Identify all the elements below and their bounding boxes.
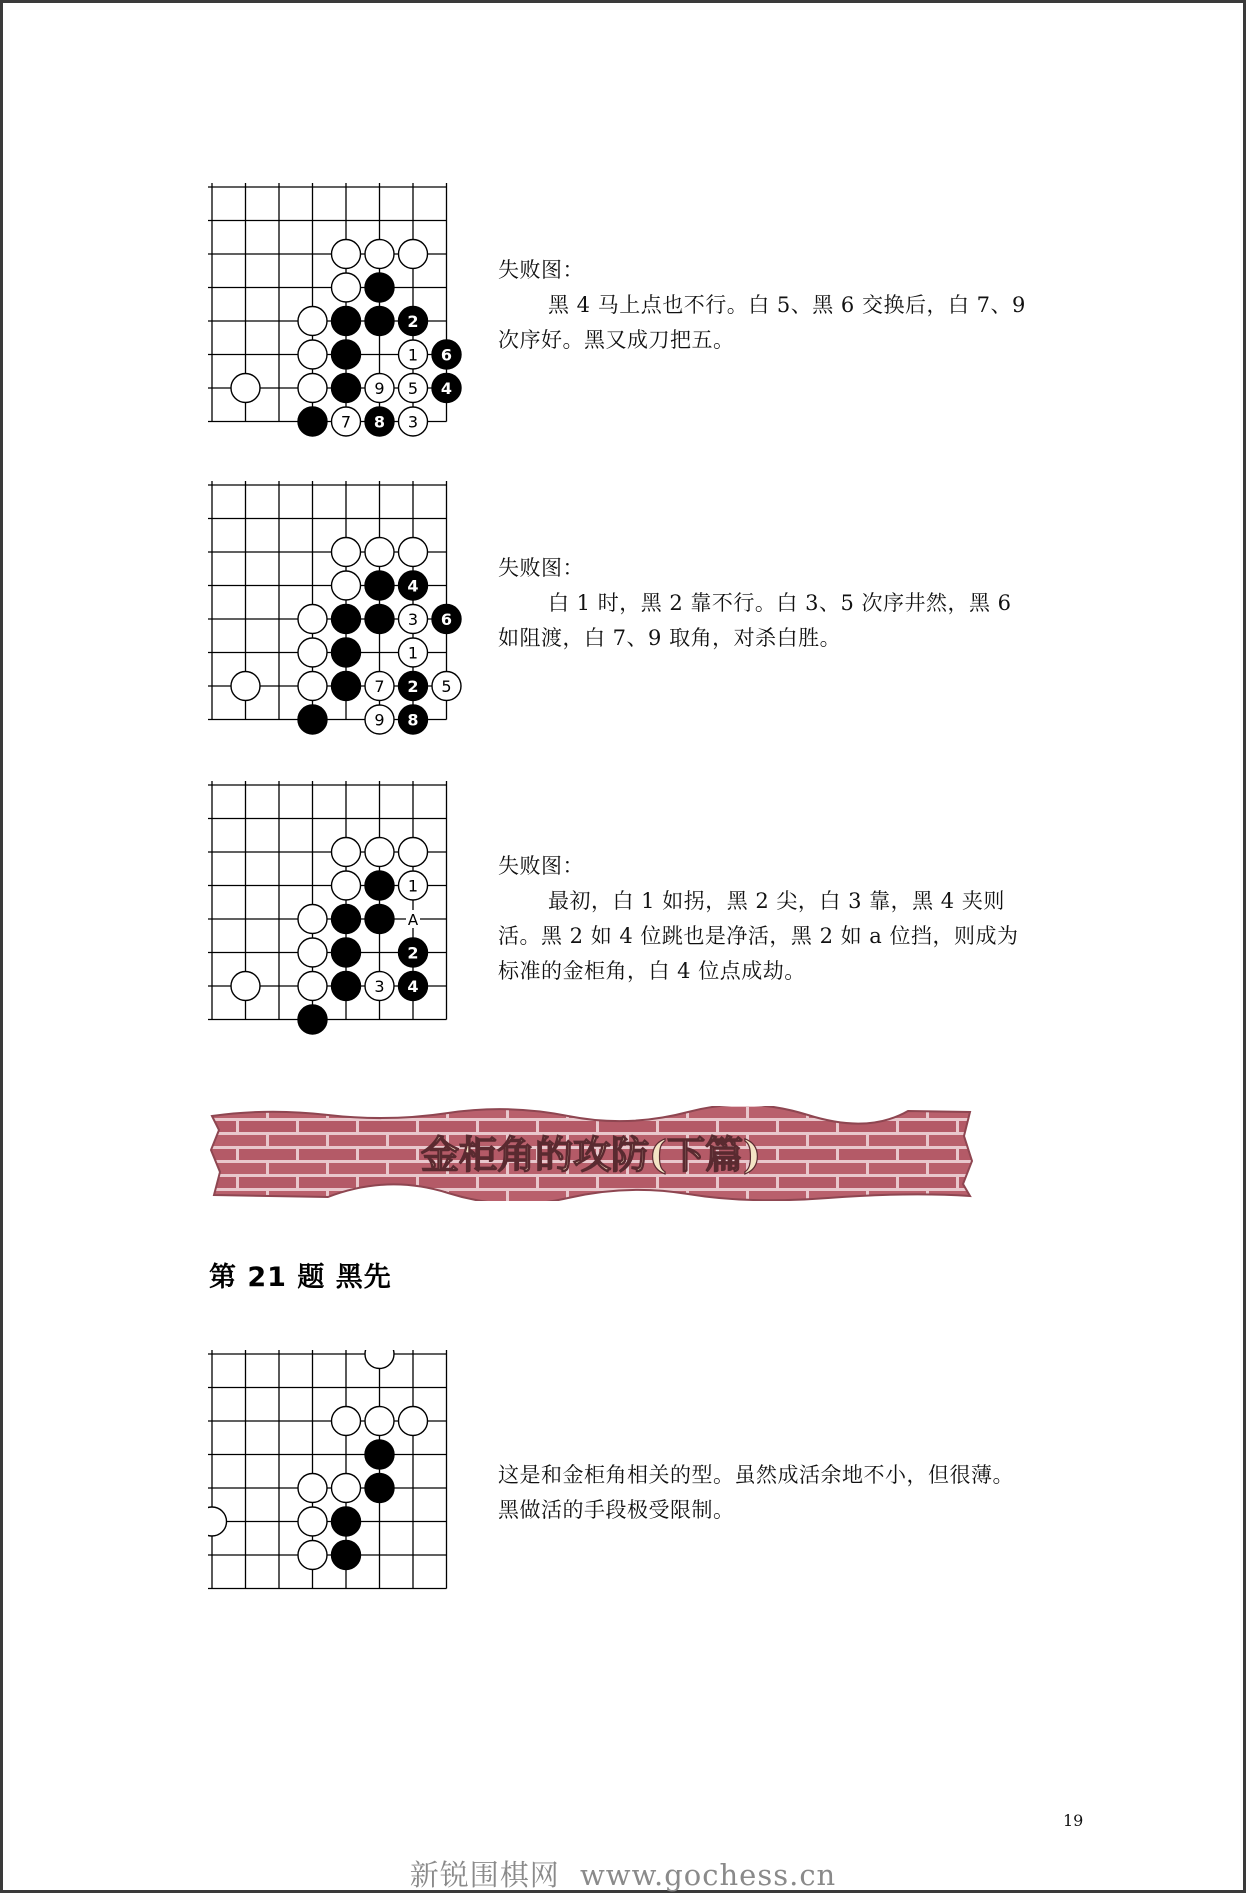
white-stone <box>332 240 361 269</box>
black-stone <box>365 1474 394 1503</box>
white-stone <box>298 638 327 667</box>
white-stone <box>298 340 327 369</box>
go-diagram-problem-21 <box>208 1350 480 1622</box>
move-number: 2 <box>407 943 419 963</box>
caption-body: 白 1 时，黑 2 靠不行。白 3、5 次序井然，黑 6 如阻渡，白 7、9 取角，对杀白胜。 <box>498 591 1012 650</box>
black-stone <box>298 1005 327 1034</box>
white-stone <box>298 1541 327 1570</box>
move-number: 9 <box>374 710 385 730</box>
white-stone <box>399 240 428 269</box>
white-stone <box>332 273 361 302</box>
move-number: 5 <box>407 379 419 398</box>
white-stone <box>298 1474 327 1503</box>
black-stone <box>365 273 394 302</box>
white-stone <box>332 1407 361 1436</box>
move-number: 9 <box>374 379 385 398</box>
caption-title: 失败图： <box>498 258 584 282</box>
black-stone <box>332 605 361 634</box>
white-stone <box>298 905 327 934</box>
black-stone <box>298 407 327 436</box>
white-stone <box>298 1507 327 1536</box>
section-banner <box>208 1106 975 1201</box>
black-stone <box>365 1440 394 1469</box>
white-stone <box>365 838 394 867</box>
white-stone <box>298 374 327 403</box>
banner-title: 金柜角的攻防(下篇) <box>421 1132 761 1177</box>
move-number: 4 <box>407 977 419 996</box>
black-stone <box>332 1507 361 1536</box>
white-stone <box>298 672 327 701</box>
white-stone <box>332 538 361 567</box>
page-number: 19 <box>1063 1811 1084 1830</box>
point-label: A <box>407 911 419 929</box>
diagram-3-caption <box>498 849 1033 989</box>
white-stone <box>231 972 260 1001</box>
move-number: 3 <box>374 977 385 996</box>
move-number: 6 <box>440 610 453 629</box>
white-stone <box>231 672 260 701</box>
move-number: 8 <box>373 412 386 432</box>
black-stone <box>365 871 394 900</box>
white-stone <box>399 1407 428 1436</box>
move-number: 8 <box>407 710 419 730</box>
caption-title: 失败图： <box>498 556 584 580</box>
white-stone <box>231 374 260 403</box>
move-number: 7 <box>374 677 385 696</box>
go-diagram-1 <box>208 183 480 455</box>
black-stone <box>332 938 361 967</box>
black-stone <box>332 638 361 667</box>
black-stone <box>332 972 361 1001</box>
move-number: 3 <box>407 610 419 629</box>
white-stone <box>365 240 394 269</box>
white-stone <box>208 1507 227 1536</box>
white-stone <box>365 1407 394 1436</box>
white-stone <box>298 605 327 634</box>
black-stone <box>365 605 394 634</box>
white-stone <box>298 307 327 336</box>
problem-heading: 第 21 题 黑先 <box>209 1262 392 1293</box>
move-number: 7 <box>340 412 352 432</box>
go-diagram-3 <box>208 781 480 1053</box>
move-number: 6 <box>440 345 453 365</box>
move-number: 4 <box>407 576 419 596</box>
move-number: 2 <box>407 677 419 696</box>
move-number: 4 <box>440 379 453 398</box>
white-stone <box>298 938 327 967</box>
black-stone <box>365 905 394 934</box>
black-stone <box>332 340 361 369</box>
white-stone <box>332 838 361 867</box>
move-number: 1 <box>407 643 419 663</box>
black-stone <box>365 307 394 336</box>
black-stone <box>332 1541 361 1570</box>
move-number: 1 <box>407 345 419 365</box>
go-diagram-2 <box>208 481 480 753</box>
white-stone <box>298 972 327 1001</box>
move-number: 5 <box>441 677 452 696</box>
white-stone <box>332 1474 361 1503</box>
white-stone <box>399 838 428 867</box>
footer-watermark <box>3 1853 1243 1894</box>
white-stone <box>332 871 361 900</box>
black-stone <box>332 905 361 934</box>
black-stone <box>332 307 361 336</box>
black-stone <box>365 571 394 600</box>
footer-site-name: 新锐围棋网 <box>409 1858 560 1892</box>
caption-body: 黑 4 马上点也不行。白 5、黑 6 交换后，白 7、9 次序好。黑又成刀把五。 <box>498 293 1026 352</box>
white-stone <box>365 1350 394 1369</box>
problem-21-caption <box>498 1458 1033 1528</box>
move-number: 1 <box>407 876 419 896</box>
move-number: 2 <box>407 312 419 331</box>
black-stone <box>332 672 361 701</box>
caption-body: 最初，白 1 如拐，黑 2 尖，白 3 靠，黑 4 夹则活。黑 2 如 4 位跳也是净活，黑 2 如 a 位挡，则成为标准的金柜角，白 4 位点成劫。 <box>498 889 1019 983</box>
caption-body: 这是和金柜角相关的型。虽然成活余地不小，但很薄。黑做活的手段极受限制。 <box>498 1463 1014 1522</box>
caption-title: 失败图： <box>498 854 584 878</box>
diagram-2-caption <box>498 551 1033 656</box>
footer-url: www.gochess.cn <box>579 1858 837 1892</box>
white-stone <box>399 538 428 567</box>
white-stone <box>332 571 361 600</box>
move-number: 3 <box>407 412 419 432</box>
black-stone <box>332 374 361 403</box>
white-stone <box>365 538 394 567</box>
black-stone <box>298 705 327 734</box>
diagram-1-caption <box>498 253 1033 358</box>
